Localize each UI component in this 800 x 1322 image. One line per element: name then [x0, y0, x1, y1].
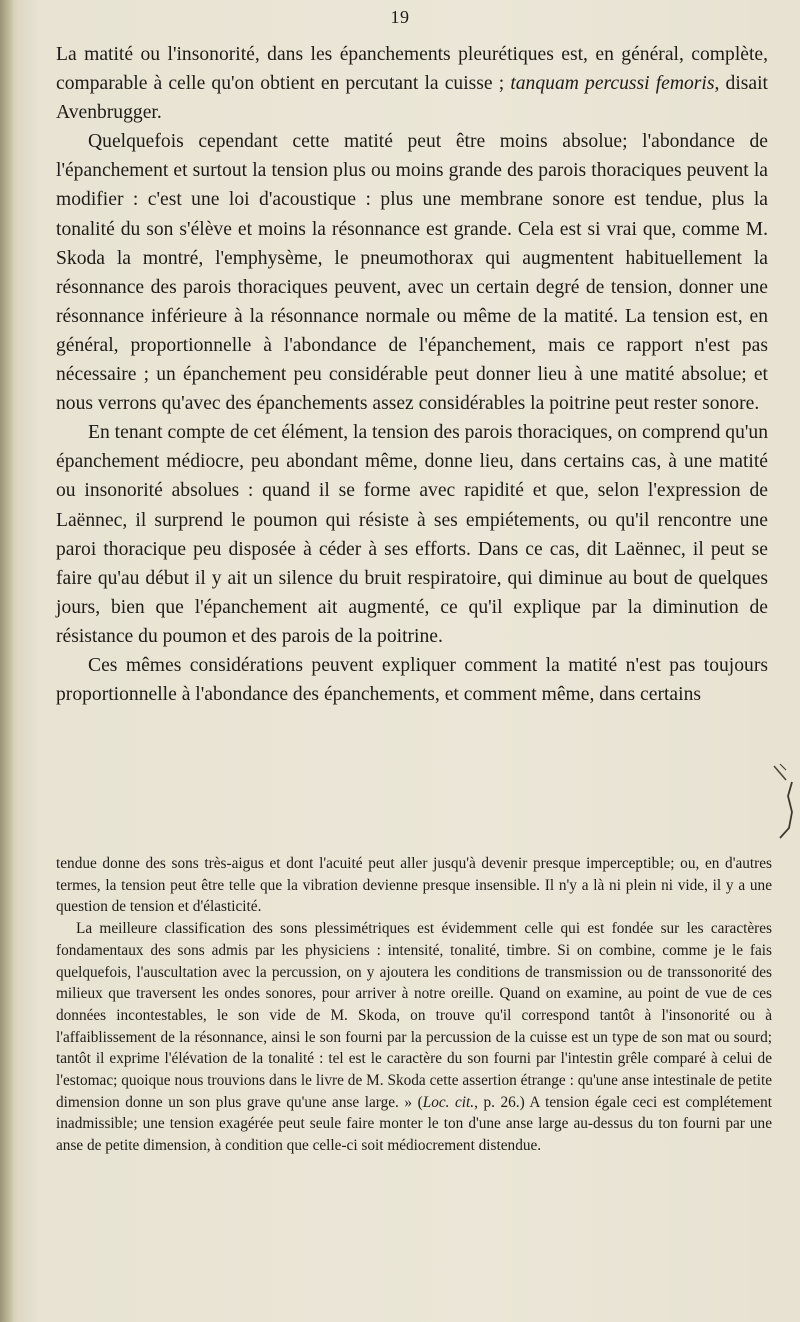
footnote-paragraph-2 — [56, 918, 772, 1157]
paragraph-2: Quelquefois cependant cette matité peut être moins absolue; l'abondance de l'épanchement et surtout la tension plus ou moins grande des parois thoraciques peuvent la modifier : c'est une loi d'acoustique : plus une membrane sonore est tendue, plus la tonalité du son s'élève et moins la résonnance est grande. Cela est si vrai que, comme M. Skoda la montré, l'emphysème, le pneumothorax qui augmentent habituellement la résonnance des parois thoraciques peuvent, avec un certain degré de tension, donner une résonnance inférieure à la résonnance normale ou même de la matité. La tension est, en général, proportionnelle à l'abondance de l'épanchement, mais ce rapport n'est pas nécessaire ; un épanchement peu considérable peut donner lieu à une matité absolue; et nous verrons qu'avec des épanchements assez considérables la poitrine peut rester sonore. — [56, 131, 768, 415]
paragraph-1-after: , disait Avenbrugger. — [56, 73, 768, 124]
footnote — [56, 853, 772, 1157]
paragraph-1 — [56, 40, 768, 127]
paragraph-3: En tenant compte de cet élément, la tension des parois thoraciques, on comprend qu'un épanchement médiocre, peu abondant même, donne lieu, dans certains cas, à une matité ou insonorité absolues : quand il se forme avec rapidité et que, selon l'expression de Laënnec, il surprend le poumon qui résiste à ses empiétements, ou qu'il rencontre une paroi thoracique peu disposée à céder à ses efforts. Dans ce cas, dit Laënnec, il peut se faire qu'au début il y ait un silence du bruit respiratoire, qui diminue au bout de quelques jours, bien que l'épanchement ait augmenté, ce qu'il explique par la diminution de résistance du poumon et des parois de la poitrine. — [56, 422, 768, 647]
binding-gutter — [0, 0, 14, 1322]
footnote-paragraph-2-before: La meilleure classification des sons plessimétriques est évidemment celle qui est fondée sur les caractères fondamentaux des sons admis par les physiciens : intensité, tonalité, timbre. Si on combine, comme je le fais quelquefois, l'auscultation avec la percussion, on y ajoutera les conditions de transmission ou de transsonorité des milieux que traversent les ondes sonores, pour arriver à notre oreille. Quand on examine, au point de vue de ces données incontestables, le son vide de M. Skoda, on trouve qu'il correspond tantôt à l'insonorité ou à l'affaiblissement de la résonnance, ainsi le son fourni par la percussion de la cuisse est un type de son mat ou sourd; tantôt il exprime l'élévation de la tonalité : tel est le caractère du son fourni par l'intestin grêle comparé à celui de l'estomac; quoique nous trouvions dans le livre de M. Skoda cette assertion étrange : qu'une anse intestinale de petite dimension donne un son plus grave qu'une anse large. » ( — [56, 920, 772, 1111]
page-number: 19 — [390, 7, 410, 27]
latin-quote: tanquam percussi femoris — [510, 73, 715, 95]
paragraph-4: Ces mêmes considérations peuvent expliquer comment la matité n'est pas toujours proportionnelle à l'abondance des épanchements, et comment même, dans certains — [56, 654, 768, 706]
paragraph-1-before: La matité ou l'insonorité, dans les épanchements pleurétiques est, en général, complète, comparable à celle qu'on obtient en percutant la cuisse ; — [56, 44, 768, 95]
footnote-paragraph-1: tendue donne des sons très-aigus et dont l'acuité peut aller jusqu'à devenir presque imperceptible; ou, en d'autres termes, la tension peut être telle que la vibration devienne presque insensible. Il n'y a là ni plein ni vide, il y a une question de tension et d'élasticité. — [56, 855, 772, 916]
footnote-paragraph-2-after: , p. 26.) A tension égale ceci est complétement inadmissible; une tension exagérée peut seule faire monter le ton d'une anse large au-dessus du ton fourni par une anse de petite dimension, à condition que celle-ci soit médiocrement distendue. — [56, 1093, 772, 1155]
main-text — [56, 40, 768, 709]
footnote-citation: Loc. cit. — [422, 1093, 475, 1111]
pencil-bracket-mark — [770, 762, 798, 840]
